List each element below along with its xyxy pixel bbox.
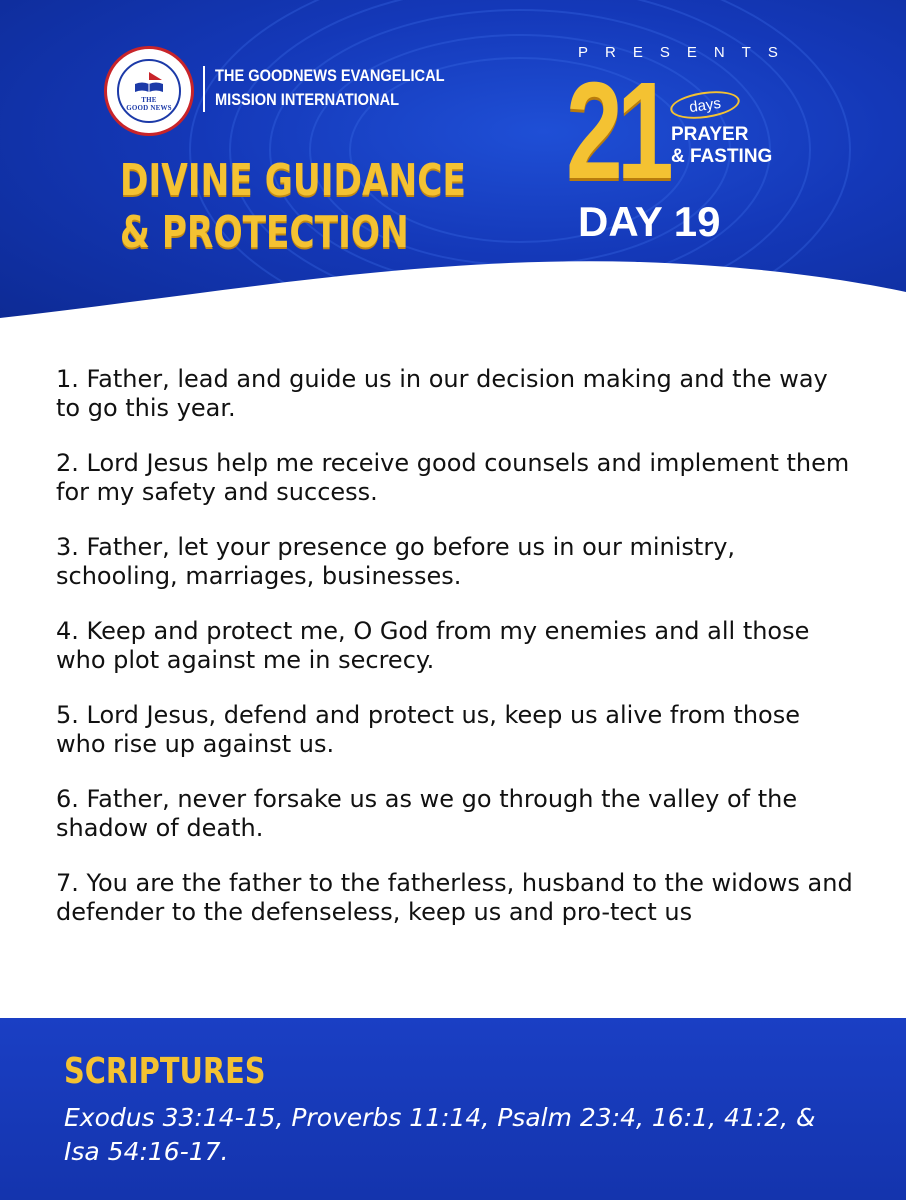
theme-title-line2: & PROTECTION xyxy=(120,207,409,258)
prayer-point: 1. Father, lead and guide us in our decision making and the way to go this year. xyxy=(56,365,828,422)
prayer-point: 4. Keep and protect me, O God from my enemies and all those who plot against me in secrecy. xyxy=(56,617,810,674)
theme-title-line1: DIVINE GUIDANCE xyxy=(120,155,466,206)
logo-divider xyxy=(203,66,205,112)
program-number: 21 xyxy=(566,54,668,208)
organization-logo xyxy=(104,46,194,136)
scriptures-title: SCRIPTURES xyxy=(64,1051,266,1092)
theme-title xyxy=(120,155,466,259)
organization-name xyxy=(215,64,473,112)
prayer-list xyxy=(56,365,856,953)
scripture-references: Exodus 33:14-15, Proverbs 11:14, Psalm 23:4, 16:1, 41:2, & Isa 54:16-17. xyxy=(64,1103,816,1166)
prayer-point: 7. You are the father to the fatherless, husband to the widows and defender to the defenseless, keep us and pro-tect us xyxy=(56,869,853,926)
presents-label: PRESENTS xyxy=(578,44,795,61)
logo-word-top: THE xyxy=(141,96,157,104)
day-label: DAY 19 xyxy=(578,198,721,245)
logo-inner-ring xyxy=(117,59,181,123)
header-banner xyxy=(0,0,906,330)
prayer-point: 2. Lord Jesus help me receive good counsels and implement them for my safety and success. xyxy=(56,449,850,506)
organization-name-line2: MISSION INTERNATIONAL xyxy=(215,90,400,109)
program-unit: days xyxy=(688,94,722,116)
program-name-line1: PRAYER xyxy=(671,124,749,145)
logo-word-bottom: GOOD NEWS xyxy=(126,104,172,112)
prayer-point: 6. Father, never forsake us as we go through the valley of the shadow of death. xyxy=(56,785,798,842)
prayer-point: 3. Father, let your presence go before us in our ministry, schooling, marriages, businesses. xyxy=(56,533,736,590)
organization-name-line1: THE GOODNEWS EVANGELICAL xyxy=(215,66,445,85)
program-name-line2: & FASTING xyxy=(671,146,773,167)
prayer-point: 5. Lord Jesus, defend and protect us, keep us alive from those who rise up against us. xyxy=(56,701,800,758)
program-name xyxy=(671,124,772,168)
bible-icon xyxy=(132,70,166,96)
